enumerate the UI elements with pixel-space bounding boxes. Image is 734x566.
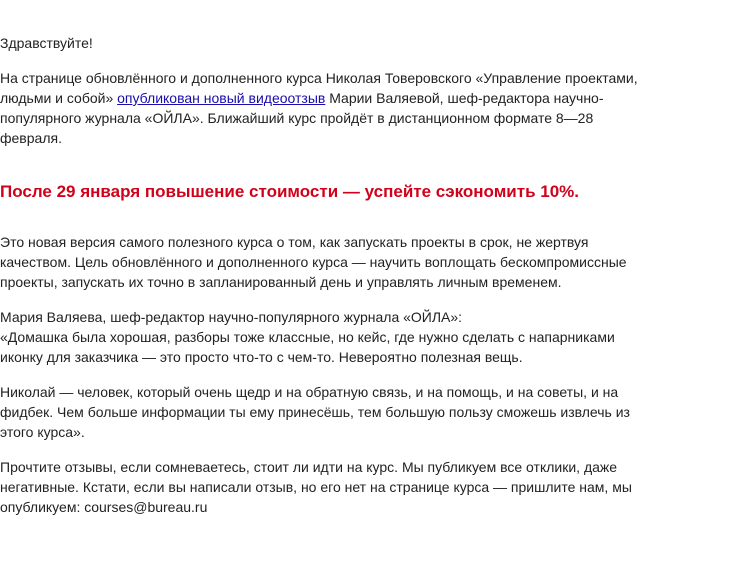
closing-paragraph: Прочтите отзывы, если сомневаетесь, стоит ли идти на курс. Мы публикуем все отклики, даже негативные. Кстати, если вы написали отзыв, но его нет на странице курса — пришлите нам, мы опубликуем: courses@bureau.ru	[0, 459, 632, 515]
greeting: Здравствуйте!	[0, 35, 93, 51]
intro-paragraph	[0, 68, 640, 148]
course-description: Это новая версия самого полезного курса о том, как запускать проекты в срок, не жертвуя качеством. Цель обновлённого и дополненного курса — научить воплощать бескомпромиссные проекты, запускать их точно в запланированный день и управлять личным временем.	[0, 234, 627, 290]
intro-text-before: На странице обновлённого и дополненного курса Николая Товеровского «Управление проектами, людьми и собой»	[0, 70, 638, 106]
testimonial-paragraph	[0, 307, 640, 367]
testimonial-quote-part1: «Домашка была хорошая, разборы тоже классные, но кейс, где нужно сделать с напарниками иконку для заказчика — это просто что-то с чем-то. Невероятно полезная вещь.	[0, 329, 615, 365]
video-review-link[interactable]: опубликован новый видеоотзыв	[117, 90, 326, 106]
price-increase-headline: После 29 января повышение стоимости — успейте сэкономить 10%.	[0, 182, 579, 201]
testimonial-attribution: Мария Валяева, шеф-редактор научно-популярного журнала «ОЙЛА»:	[0, 309, 463, 325]
intro-text-after: Марии Валяевой, шеф-редактора научно-популярного журнала «ОЙЛА». Ближайший курс пройдёт в дистанционном формате 8—28 февраля.	[0, 90, 604, 146]
testimonial-quote-part2: Николай — человек, который очень щедр и на обратную связь, и на помощь, и на советы, и на фидбек. Чем больше информации ты ему принесёшь, тем большую пользу сможешь извлечь из этого курса».	[0, 384, 630, 440]
